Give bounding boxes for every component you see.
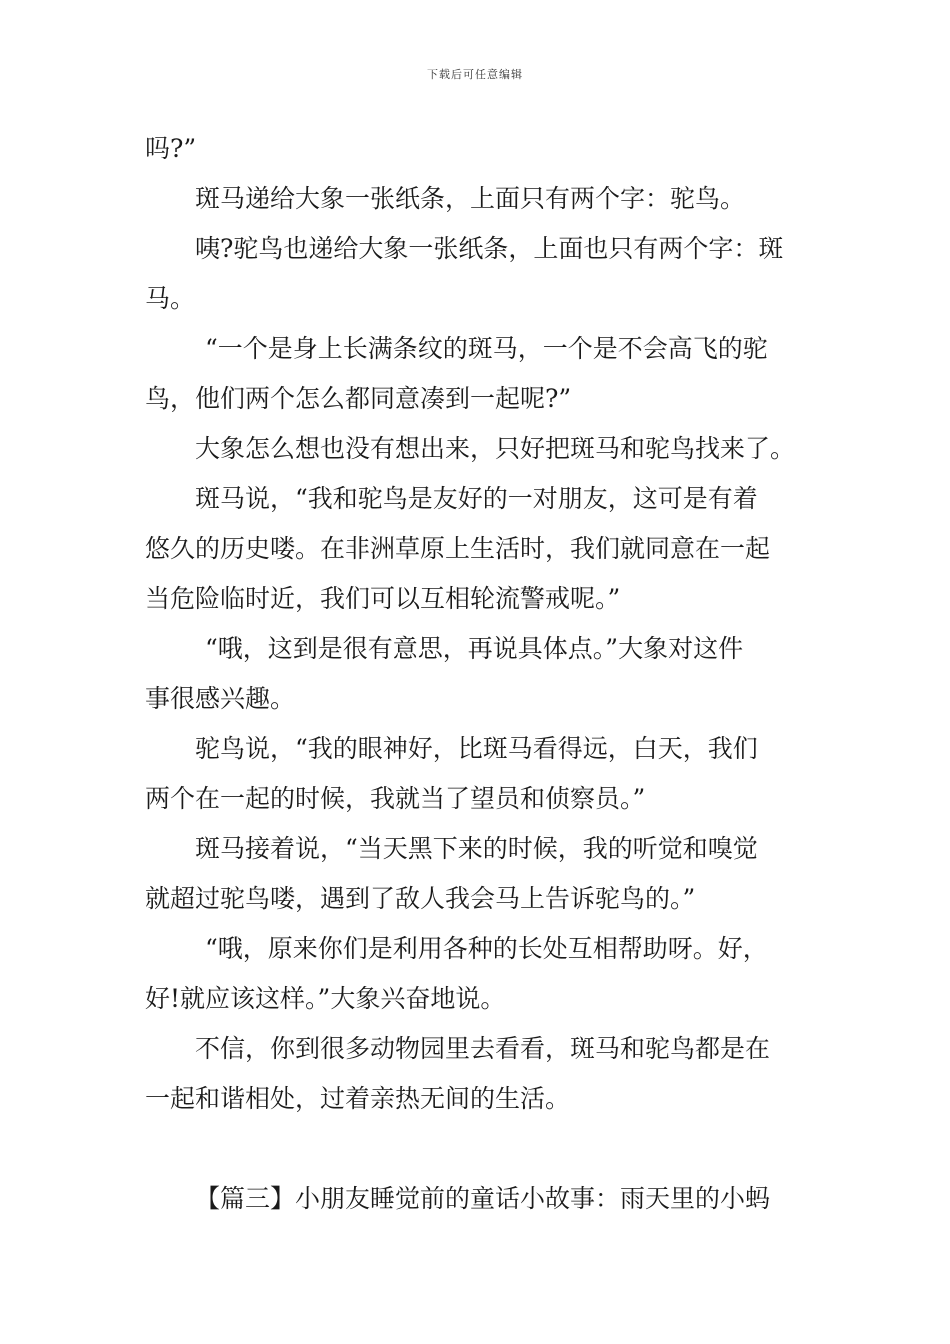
text-line: “一个是身上长满条纹的斑马，一个是不会高飞的驼 — [205, 334, 768, 363]
section-heading: 【篇三】小朋友睡觉前的童话小故事：雨天里的小蚂 — [195, 1184, 771, 1213]
text-line: 事很感兴趣。 — [145, 684, 296, 713]
document-body — [145, 124, 815, 1224]
text-line: 斑马说，“我和驼鸟是友好的一对朋友，这可是有着 — [195, 484, 758, 513]
text-line: 好!就应该这样。”大象兴奋地说。 — [145, 984, 506, 1013]
text-line: 不信，你到很多动物园里去看看，斑马和驼鸟都是在 — [195, 1034, 771, 1063]
text-line: 当危险临时近，我们可以互相轮流警戒呢。” — [145, 584, 621, 613]
text-line: 咦?驼鸟也递给大象一张纸条，上面也只有两个字：斑 — [195, 234, 784, 263]
paragraph-gap — [145, 1124, 815, 1174]
text-line: 两个在一起的时候，我就当了望员和侦察员。” — [145, 784, 646, 813]
text-line: 就超过驼鸟喽，遇到了敌人我会马上告诉驼鸟的。” — [145, 884, 696, 913]
text-line: 吗?” — [145, 134, 197, 163]
text-line: 斑马递给大象一张纸条，上面只有两个字：驼鸟。 — [195, 184, 746, 213]
page-header: 下载后可任意编辑 — [427, 68, 523, 81]
text-line: 驼鸟说，“我的眼神好，比斑马看得远，白天，我们 — [195, 734, 758, 763]
text-line: “哦，这到是很有意思，再说具体点。”大象对这件 — [205, 634, 744, 663]
text-line: 鸟，他们两个怎么都同意凑到一起呢?” — [145, 384, 572, 413]
text-line: 一起和谐相处，过着亲热无间的生活。 — [145, 1084, 571, 1113]
text-line: 悠久的历史喽。在非洲草原上生活时，我们就同意在一起 — [145, 534, 771, 563]
text-line: 斑马接着说，“当天黑下来的时候，我的听觉和嗅觉 — [195, 834, 758, 863]
text-line: “哦，原来你们是利用各种的长处互相帮助呀。好， — [205, 934, 768, 963]
text-line: 大象怎么想也没有想出来，只好把斑马和驼鸟找来了。 — [195, 434, 796, 463]
text-line: 马。 — [145, 284, 196, 313]
